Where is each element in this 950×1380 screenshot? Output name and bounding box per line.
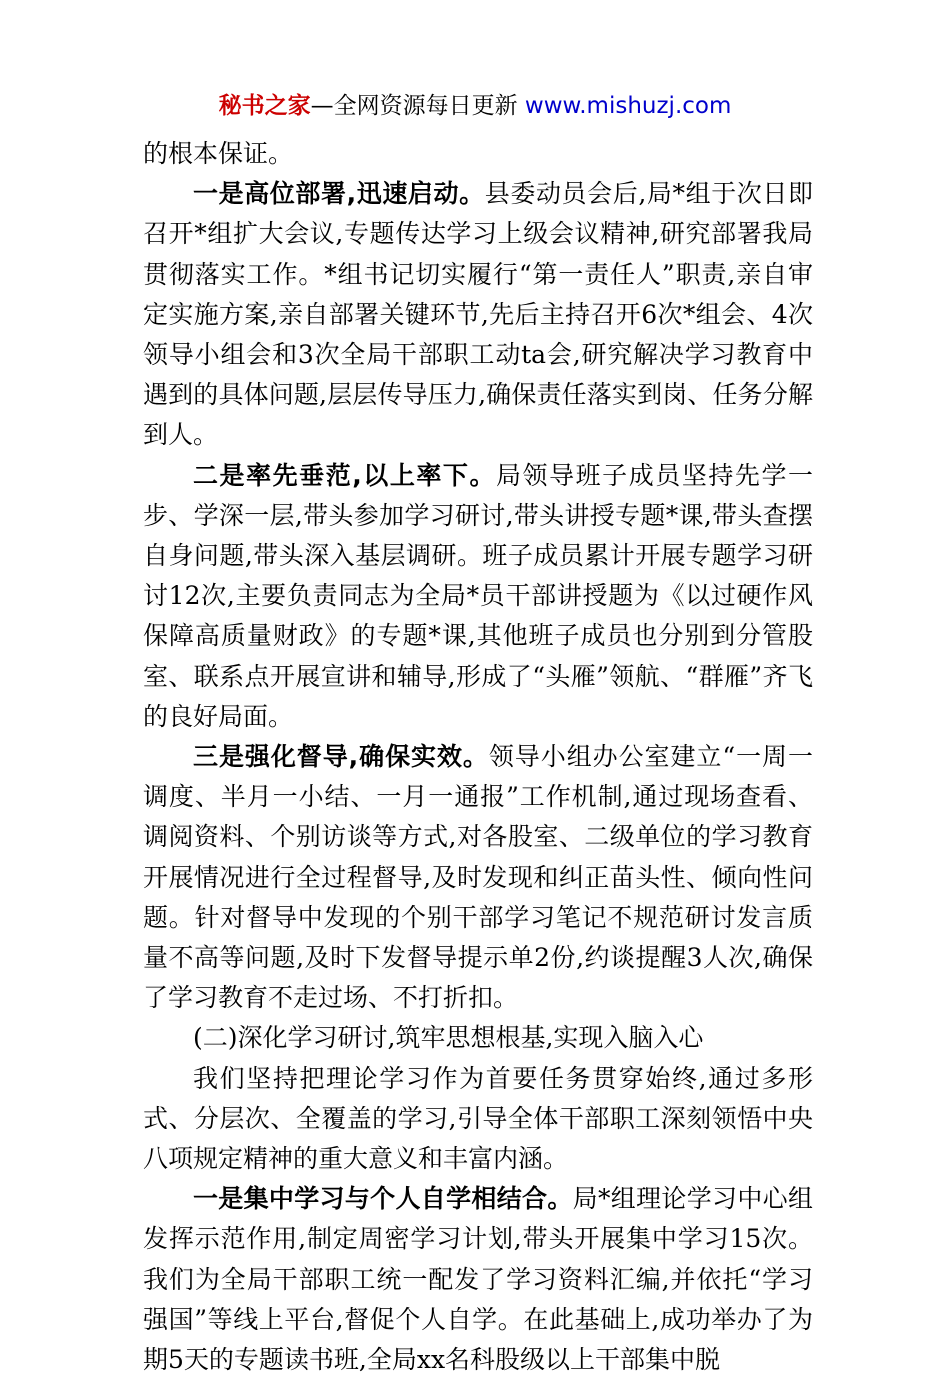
site-url-link[interactable]: www.mishuzj.com bbox=[524, 93, 732, 119]
paragraph-text: 的根本保证。 bbox=[143, 139, 294, 168]
paragraph-lead: 一是集中学习与个人自学相结合。 bbox=[193, 1184, 573, 1214]
paragraph-text: 领导小组办公室建立“一周一调度、半月一小结、一月一通报”工作机制,通过现场查看、调阅资料、个别访谈等方式,对各股室、二级单位的学习教育开展情况进行全过程督导,及时发现和纠正苗头性、倾向性问题。针对督导中发现的个别干部学习笔记不规范研讨发言质量不高等问题,及时下发督导提示单2份,约谈提醒3人次,确保了学习教育不走过场、不打折扣。 bbox=[143, 742, 813, 1013]
paragraph-text: 我们坚持把理论学习作为首要任务贯穿始终,通过多形式、分层次、全覆盖的学习,引导全体干部职工深刻领悟中央八项规定精神的重大意义和丰富内涵。 bbox=[143, 1063, 813, 1174]
paragraph bbox=[143, 1059, 813, 1180]
section-heading bbox=[143, 1018, 813, 1058]
paragraph-lead: 一是高位部署,迅速启动。 bbox=[193, 179, 485, 209]
document-body bbox=[143, 134, 813, 1380]
paragraph-text: 局领导班子成员坚持先学一步、学深一层,带头参加学习研讨,带头讲授专题*课,带头查摆自身问题,带头深入基层调研。班子成员累计开展专题学习研讨12次,主要负责同志为全局*员干部讲授题为《以过硬作风保障高质量财政》的专题*课,其他班子成员也分别到分管股室、联系点开展宣讲和辅导,形成了“头雁”领航、“群雁”齐飞的良好局面。 bbox=[143, 460, 813, 731]
paragraph bbox=[143, 737, 813, 1018]
paragraph-lead: 二是率先垂范,以上率下。 bbox=[193, 460, 497, 490]
paragraph bbox=[143, 174, 813, 455]
paragraph-text: 局*组理论学习中心组发挥示范作用,制定周密学习计划,带头开展集中学习15次。我们为全局干部职工统一配发了学习资料汇编,并依托“学习强国”等线上平台,督促个人自学。在此基础上,成功举办了为期5天的专题读书班,全局xx名科股级以上干部集中脱 bbox=[143, 1184, 813, 1375]
site-header bbox=[0, 92, 950, 120]
paragraph bbox=[143, 456, 813, 737]
paragraph bbox=[143, 134, 813, 174]
paragraph bbox=[143, 1179, 813, 1380]
section-heading-text: (二)深化学习研讨,筑牢思想根基,实现入脑入心 bbox=[193, 1023, 704, 1053]
paragraph-text: 县委动员会后,局*组于次日即召开*组扩大会议,专题传达学习上级会议精神,研究部署我局贯彻落实工作。*组书记切实履行“第一责任人”职责,亲自审定实施方案,亲自部署关键环节,先后主持召开6次*组会、4次领导小组会和3次全局干部职工动ta会,研究解决学习教育中遇到的具体问题,层层传导压力,确保责任落实到岗、任务分解到人。 bbox=[143, 179, 814, 450]
site-slogan: —全网资源每日更新 bbox=[310, 93, 518, 119]
paragraph-lead: 三是强化督导,确保实效。 bbox=[193, 742, 489, 772]
brand-name: 秘书之家 bbox=[218, 93, 311, 119]
